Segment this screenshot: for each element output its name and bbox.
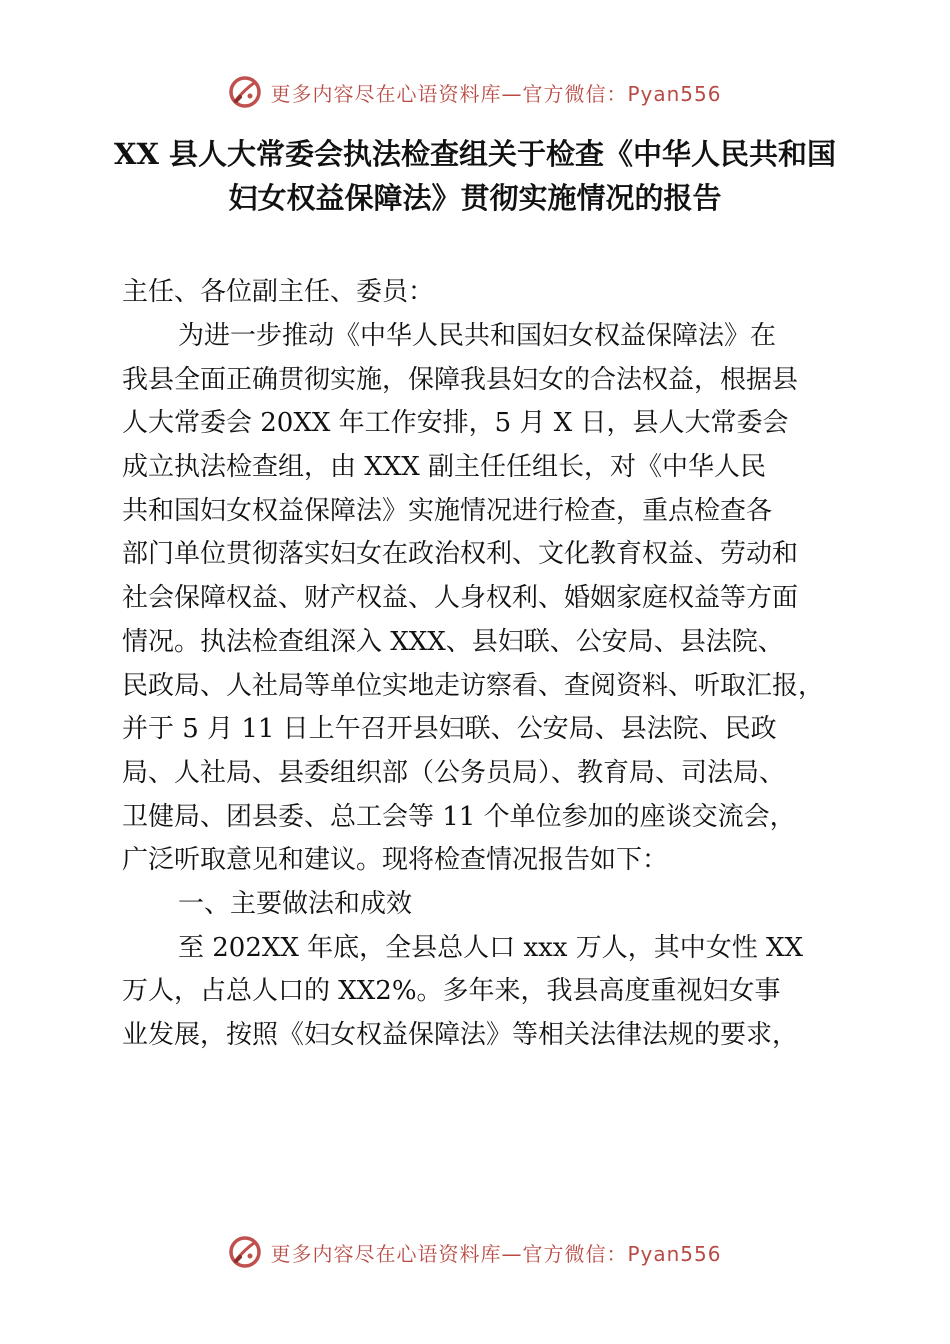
footer-banner-text: 更多内容尽在心语资料库—官方微信：Pyan556	[270, 1241, 722, 1266]
body-line: 共和国妇女权益保障法》实施情况进行检查，重点检查各	[122, 495, 773, 526]
body-line: 至 202XX 年底，全县总人口 xxx 万人，其中女性 XX	[178, 932, 803, 963]
title-line-1: XX 县人大常委会执法检查组关于检查《中华人民共和国	[113, 137, 837, 171]
body-text	[122, 315, 862, 1058]
body-line: 民政局、人社局等单位实地走访察看、查阅资料、听取汇报，	[122, 670, 825, 701]
title-line-2: 妇女权益保障法》贯彻实施情况的报告	[228, 181, 722, 215]
header-banner	[0, 72, 950, 112]
salutation: 主任、各位副主任、委员：	[122, 277, 435, 307]
section-heading: 一、主要做法和成效	[178, 888, 413, 919]
document-title	[60, 132, 890, 220]
body-line: 情况。执法检查组深入 XXX、县妇联、公安局、县法院、	[122, 626, 784, 657]
body-line: 业发展，按照《妇女权益保障法》等相关法律法规的要求，	[122, 1020, 799, 1050]
brush-logo-icon	[228, 1235, 262, 1269]
body-line: 卫健局、团县委、总工会等 11 个单位参加的座谈交流会，	[122, 801, 796, 832]
header-banner-text: 更多内容尽在心语资料库—官方微信：Pyan556	[270, 81, 722, 106]
body-line: 为进一步推动《中华人民共和国妇女权益保障法》在	[178, 321, 777, 351]
footer-banner	[0, 1232, 950, 1272]
body-line: 社会保障权益、财产权益、人身权利、婚姻家庭权益等方面	[122, 583, 799, 614]
body-line: 并于 5 月 11 日上午召开县妇联、公安局、县法院、民政	[122, 714, 777, 745]
body-line: 成立执法检查组，由 XXX 副主任任组长，对《中华人民	[122, 452, 767, 483]
body-line: 广泛听取意见和建议。现将检查情况报告如下：	[122, 845, 669, 876]
body-line: 我县全面正确贯彻实施，保障我县妇女的合法权益，根据县	[122, 364, 799, 395]
body-line: 万人，占总人口的 XX2%。多年来，我县高度重视妇女事	[122, 976, 781, 1007]
body-line: 人大常委会 20XX 年工作安排，5 月 X 日，县人大常委会	[122, 408, 789, 439]
body-line: 局、人社局、县委组织部（公务员局）、教育局、司法局、	[122, 757, 786, 788]
body-line: 部门单位贯彻落实妇女在政治权利、文化教育权益、劳动和	[122, 539, 799, 570]
brush-logo-icon	[228, 75, 262, 109]
